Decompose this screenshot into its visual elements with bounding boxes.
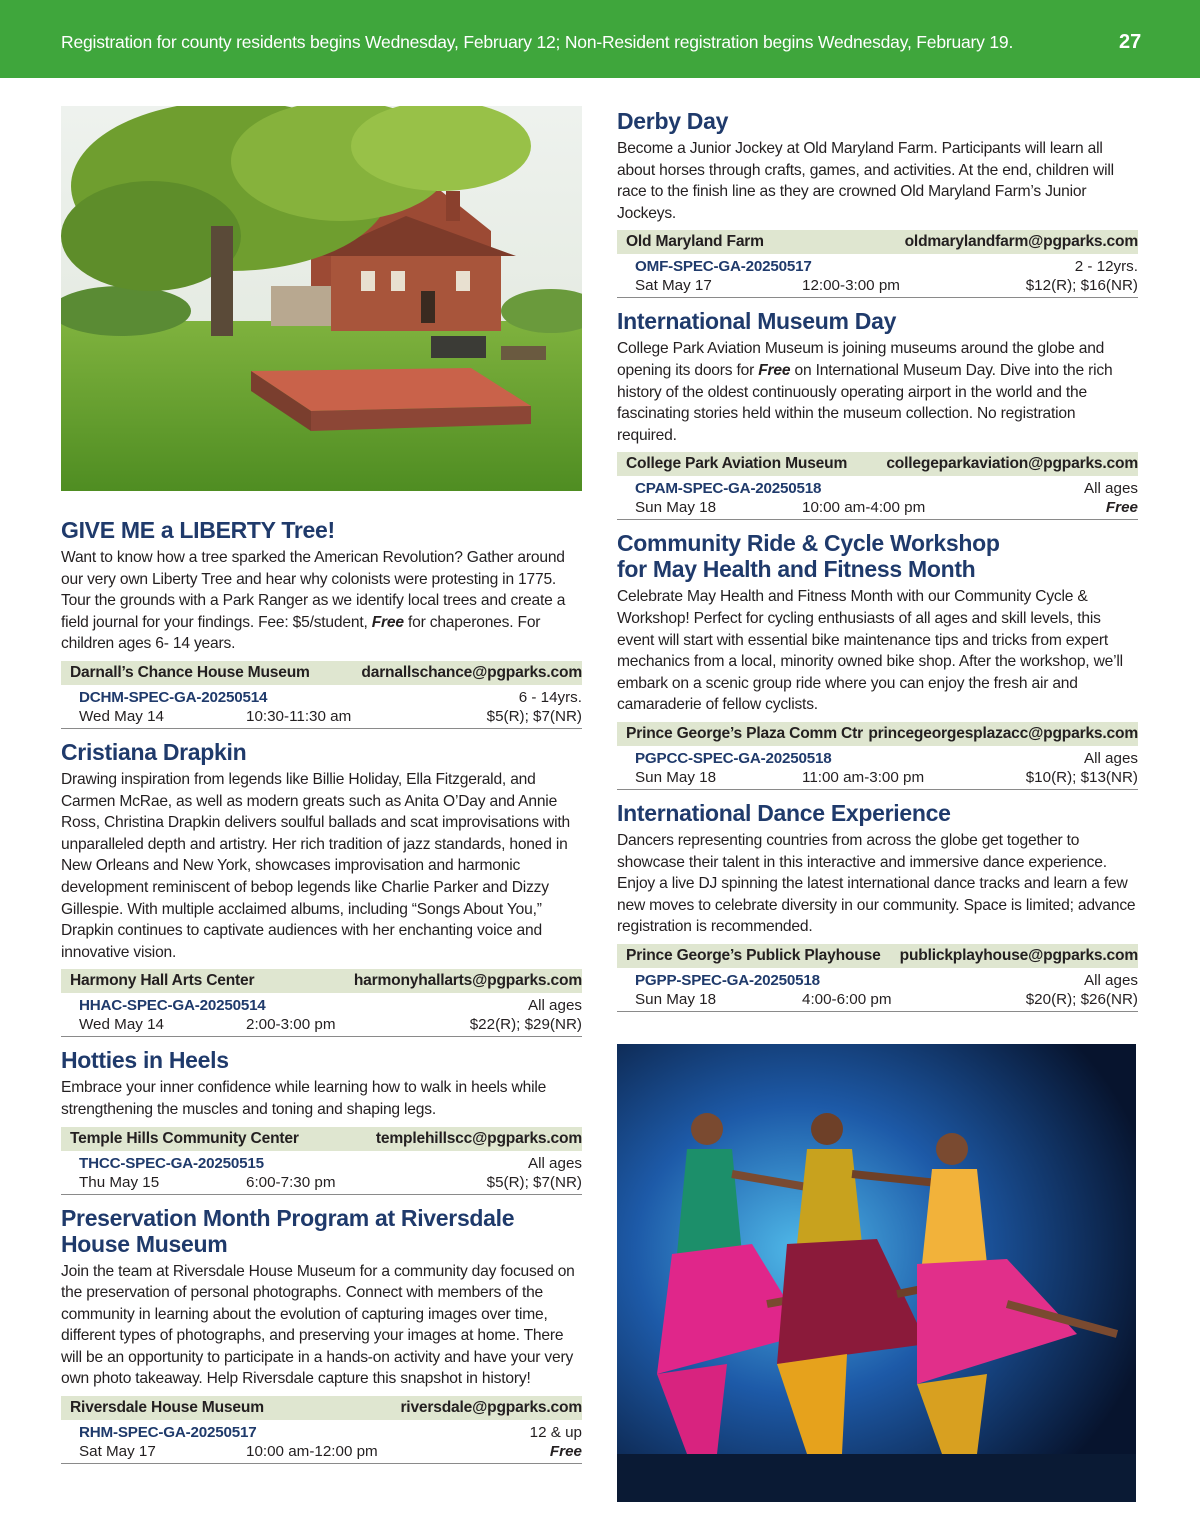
program-description: College Park Aviation Museum is joining museums around the globe and opening its doors for Free on International Museum Day. Dive into the rich history of the oldest continuously operating airport in the world and the fascinating stories held within the museum collection. No registration required. bbox=[617, 340, 1113, 444]
session-code: CPAM-SPEC-GA-20250518 bbox=[635, 480, 822, 498]
session-fee: Free bbox=[549, 1443, 582, 1461]
session-time: 12:00-3:00 pm bbox=[802, 277, 900, 295]
location-bar bbox=[617, 230, 1138, 254]
session-fee: $10(R); $13(NR) bbox=[1025, 768, 1138, 786]
program-hotties-in-heels bbox=[61, 1047, 582, 1194]
session-fee: $5(R); $7(NR) bbox=[486, 1173, 582, 1191]
session-ages: 2 - 12yrs. bbox=[1074, 258, 1138, 276]
location-bar bbox=[61, 1396, 582, 1420]
right-column bbox=[617, 108, 1138, 1502]
session-fee: $12(R); $16(NR) bbox=[1025, 277, 1138, 295]
location-name: Prince George’s Plaza Comm Ctr bbox=[626, 724, 863, 742]
program-liberty-tree bbox=[61, 517, 582, 729]
session-time: 10:00 am-4:00 pm bbox=[802, 499, 926, 517]
session-code: THCC-SPEC-GA-20250515 bbox=[79, 1154, 264, 1172]
program-title: Cristiana Drapkin bbox=[61, 738, 247, 765]
location-bar bbox=[61, 661, 582, 685]
program-description: Dancers representing countries from across the globe get together to showcase their talent in this interactive and immersive dance experience. Enjoy a live DJ spinning the latest international dance tracks and learn a few new moves to celebrate diversity in our community. Space is limited; advance registration is recommended. bbox=[617, 831, 1136, 936]
program-community-ride bbox=[617, 530, 1138, 790]
location-name: College Park Aviation Museum bbox=[626, 455, 848, 473]
program-title: Hotties in Heels bbox=[61, 1047, 229, 1074]
program-title: Derby Day bbox=[617, 108, 729, 134]
session-day: Sun May 18 bbox=[635, 990, 717, 1008]
session-ages: All ages bbox=[527, 1154, 582, 1172]
session-code: HHAC-SPEC-GA-20250514 bbox=[79, 997, 266, 1015]
session-row bbox=[617, 254, 1138, 298]
session-time: 10:30-11:30 am bbox=[246, 707, 352, 725]
program-description: Want to know how a tree sparked the American Revolution? Gather around our very own Liberty Tree and hear why colonists were protesting in 1775. Tour the grounds with a Park Ranger as we identify local trees and create a field journal for your findings. Fee: $5/student, Free for chaperones. For children ages 6- 14 years. bbox=[61, 549, 566, 653]
left-column bbox=[61, 106, 582, 1474]
session-day: Sat May 17 bbox=[635, 277, 712, 295]
session-day: Wed May 14 bbox=[79, 1016, 164, 1034]
session-fee: Free bbox=[1105, 499, 1138, 517]
location-bar bbox=[617, 452, 1138, 476]
session-ages: 6 - 14yrs. bbox=[518, 688, 582, 706]
session-code: OMF-SPEC-GA-20250517 bbox=[635, 258, 812, 276]
session-fee: $22(R); $29(NR) bbox=[469, 1016, 582, 1034]
session-row bbox=[617, 968, 1138, 1012]
dancers-photo bbox=[617, 1044, 1136, 1502]
session-code: DCHM-SPEC-GA-20250514 bbox=[79, 688, 268, 706]
session-ages: All ages bbox=[1083, 749, 1138, 767]
session-ages: All ages bbox=[527, 997, 582, 1015]
program-description: Become a Junior Jockey at Old Maryland Farm. Participants will learn all about horses through crafts, games, and activities. At the end, children will race to the finish line as they are crowned Old Maryland Farm’s Junior Jockeys. bbox=[617, 140, 1114, 222]
session-code: PGPP-SPEC-GA-20250518 bbox=[635, 971, 820, 989]
session-day: Sun May 18 bbox=[635, 768, 717, 786]
location-bar bbox=[617, 722, 1138, 746]
program-preservation-month bbox=[61, 1205, 582, 1465]
location-email[interactable]: publickplayhouse@pgparks.com bbox=[899, 946, 1138, 964]
session-time: 4:00-6:00 pm bbox=[802, 990, 892, 1008]
location-name: Riversdale House Museum bbox=[70, 1399, 264, 1417]
session-day: Wed May 14 bbox=[79, 707, 164, 725]
session-ages: All ages bbox=[1083, 480, 1138, 498]
location-bar bbox=[61, 969, 582, 993]
session-time: 2:00-3:00 pm bbox=[246, 1016, 336, 1034]
location-name: Old Maryland Farm bbox=[626, 233, 764, 251]
page-number: 27 bbox=[1119, 31, 1142, 53]
free-emphasis: Free bbox=[758, 361, 791, 379]
session-time: 10:00 am-12:00 pm bbox=[246, 1443, 378, 1461]
program-title: International Dance Experience bbox=[617, 799, 951, 826]
location-name: Darnall’s Chance House Museum bbox=[70, 663, 310, 681]
program-description: Celebrate May Health and Fitness Month with our Community Cycle & Workshop! Perfect for cycling enthusiasts of all ages and skill levels, this event will start with essential bike maintenance tips and tricks from expert mechanics from a local, minority owned bike shop. After the workshop, we’ll embark on a scenic group ride where you can enjoy the fresh air and camaraderie of fellow cyclists. bbox=[617, 588, 1123, 714]
location-name: Harmony Hall Arts Center bbox=[70, 972, 255, 990]
location-bar bbox=[617, 944, 1138, 968]
session-time: 6:00-7:30 pm bbox=[246, 1173, 336, 1191]
session-ages: All ages bbox=[1083, 971, 1138, 989]
location-email[interactable]: riversdale@pgparks.com bbox=[400, 1399, 582, 1417]
location-email[interactable]: princegeorgesplazacc@pgparks.com bbox=[868, 724, 1138, 742]
program-title: International Museum Day bbox=[617, 308, 897, 335]
session-row bbox=[61, 1151, 582, 1195]
location-bar bbox=[61, 1127, 582, 1151]
program-description: Drawing inspiration from legends like Billie Holiday, Ella Fitzgerald, and Carmen McRae, as well as modern greats such as Anita O’Day and Annie Ross, Christina Drapkin delivers soulful ballads and scat improvisations with unparalleled depth and artistry. Her rich tradition of jazz standards, honed in New Orleans and New York, showcases improvisation and harmonic development reminiscent of bebop legends like Charlie Parker and Dizzy Gillespie. With multiple acclaimed albums, including “Songs About You,” Drapkin continues to captivate audiences with her enchanting voice and innovative vision. bbox=[61, 770, 570, 961]
session-row bbox=[61, 685, 582, 729]
session-fee: $5(R); $7(NR) bbox=[486, 707, 582, 725]
house-garden-photo bbox=[61, 106, 582, 491]
session-time: 11:00 am-3:00 pm bbox=[802, 768, 925, 786]
program-cristiana-drapkin bbox=[61, 739, 582, 1037]
location-email[interactable]: collegeparkaviation@pgparks.com bbox=[886, 455, 1138, 473]
program-title: GIVE ME a LIBERTY Tree! bbox=[61, 517, 335, 543]
free-emphasis: Free bbox=[371, 613, 404, 631]
session-day: Sun May 18 bbox=[635, 499, 717, 517]
session-ages: 12 & up bbox=[529, 1424, 582, 1442]
location-email[interactable]: darnallschance@pgparks.com bbox=[361, 663, 582, 681]
program-title: Community Ride & Cycle Workshop for May Health and Fitness Month bbox=[617, 530, 1000, 583]
session-row bbox=[61, 1420, 582, 1464]
session-code: RHM-SPEC-GA-20250517 bbox=[79, 1424, 257, 1442]
header-bar bbox=[0, 0, 1200, 78]
program-international-museum-day bbox=[617, 308, 1138, 520]
program-international-dance bbox=[617, 800, 1138, 1012]
registration-notice: Registration for county residents begins Wednesday, February 12; Non-Resident registration begins Wednesday, February 19. bbox=[61, 32, 1014, 52]
session-day: Thu May 15 bbox=[79, 1173, 160, 1191]
session-row bbox=[617, 476, 1138, 520]
location-email[interactable]: templehillscc@pgparks.com bbox=[375, 1129, 582, 1147]
program-title: Preservation Month Program at Riversdale House Museum bbox=[61, 1204, 515, 1257]
location-name: Prince George’s Publick Playhouse bbox=[626, 946, 881, 964]
program-description: Join the team at Riversdale House Museum for a community day focused on the preservation of personal photographs. Connect with members of the community in learning about the evolution of capturing images over time, different types of photographs, and preserving your images at home. There will be an opportunity to participate in a hands-on activity and have your very own photo takeaway. Help Riversdale capture this snapshot in history! bbox=[61, 1262, 575, 1388]
location-email[interactable]: harmonyhallarts@pgparks.com bbox=[353, 972, 582, 990]
program-description: Embrace your inner confidence while learning how to walk in heels while strengthening the muscles and toning and shaping legs. bbox=[61, 1079, 547, 1118]
session-code: PGPCC-SPEC-GA-20250518 bbox=[635, 749, 832, 767]
location-email[interactable]: oldmarylandfarm@pgparks.com bbox=[904, 233, 1138, 251]
session-day: Sat May 17 bbox=[79, 1443, 156, 1461]
session-fee: $20(R); $26(NR) bbox=[1025, 990, 1138, 1008]
location-name: Temple Hills Community Center bbox=[70, 1129, 299, 1147]
session-row bbox=[617, 746, 1138, 790]
session-row bbox=[61, 993, 582, 1037]
program-derby-day bbox=[617, 108, 1138, 298]
